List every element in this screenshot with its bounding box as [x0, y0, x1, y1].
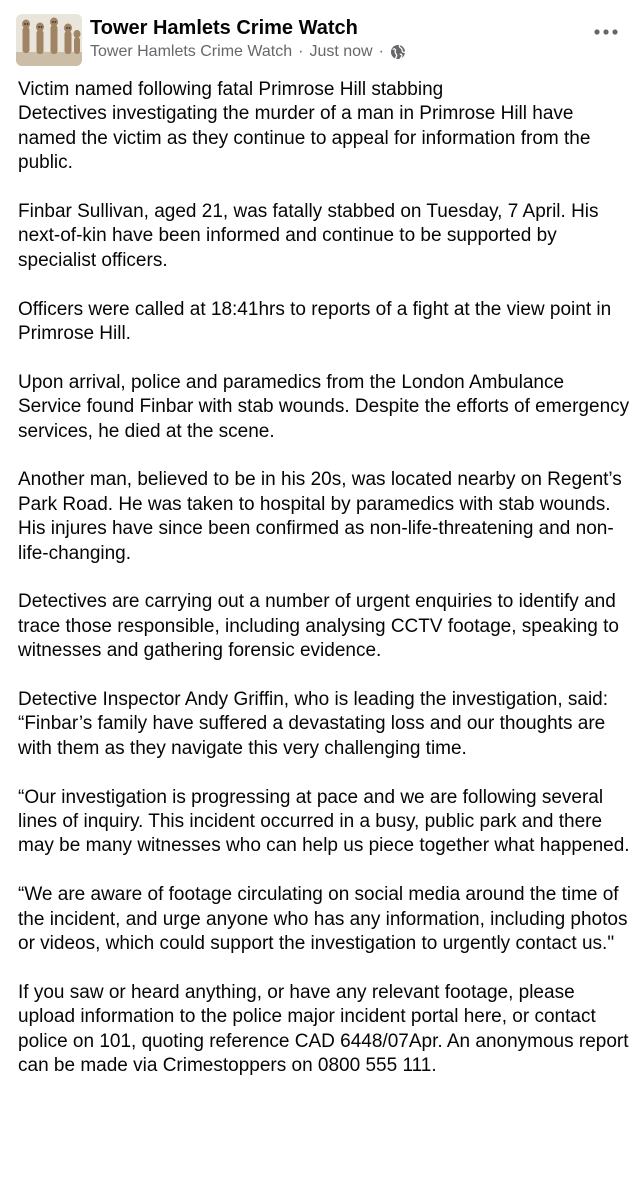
post-paragraph: Upon arrival, police and paramedics from the London Ambulance Service found Finbar with stab wounds. Despite the efforts of emergency services, he died at the scene. — [18, 371, 630, 442]
post-body — [18, 78, 630, 1103]
post-paragraph: Officers were called at 18:41hrs to reports of a fight at the view point in Primrose Hill. — [18, 298, 612, 345]
post-paragraph: “Our investigation is progressing at pace and we are following several lines of inquiry. This incident occurred in a busy, public park and there may be many witnesses who can help us piece together what happened. — [18, 786, 630, 857]
page-name-link[interactable]: Tower Hamlets Crime Watch — [90, 17, 358, 39]
post-paragraph-contact: If you saw or heard anything, or have any relevant footage, please upload information to the police major incident portal here, or contact police on 101, quoting reference CAD 6448/07Apr. An anonymous report can be made via Crimestoppers on 0800 555 111. — [18, 981, 629, 1077]
globe-icon[interactable] — [390, 44, 406, 60]
post-meta — [90, 42, 406, 62]
more-options-button[interactable] — [592, 22, 620, 42]
post-paragraph: “We are aware of footage circulating on social media around the time of the incident, and urge anyone who has any information, including photos or videos, which could support the investigation to urgently contact us." — [18, 884, 628, 955]
page-avatar[interactable] — [16, 14, 82, 66]
post-paragraph: Detective Inspector Andy Griffin, who is leading the investigation, said: “Finbar’s family have suffered a devastating loss and our thoughts are with them as they navigate this very challenging time. — [18, 689, 609, 759]
post-timestamp[interactable]: Just now — [309, 43, 373, 60]
post-paragraph: Detectives are carrying out a number of urgent enquiries to identify and trace those responsible, including analysing CCTV footage, speaking to witnesses and gathering forensic evidence. — [18, 591, 619, 662]
post-paragraph: Another man, believed to be in his 20s, was located nearby on Regent’s Park Road. He was taken to hospital by paramedics with stab wounds. His injures have since been confirmed as non-life-threatening and non-life-changing. — [18, 469, 622, 564]
author-name[interactable]: Tower Hamlets Crime Watch — [90, 43, 293, 60]
meta-separator-2: · — [378, 43, 384, 60]
meta-separator: · — [298, 43, 304, 60]
more-horizontal-icon — [592, 22, 620, 42]
post-header-text — [90, 14, 406, 62]
post-paragraph-headline: Victim named following fatal Primrose Hill stabbing Detectives investigating the murder of a man in Primrose Hill have named the victim as they continue to appeal for information from the public. — [18, 79, 591, 174]
post-paragraph: Finbar Sullivan, aged 21, was fatally stabbed on Tuesday, 7 April. His next-of-kin have been informed and continue to be supported by specialist officers. — [18, 201, 599, 271]
meerkat-avatar-image — [16, 14, 82, 66]
post-header — [16, 14, 624, 68]
